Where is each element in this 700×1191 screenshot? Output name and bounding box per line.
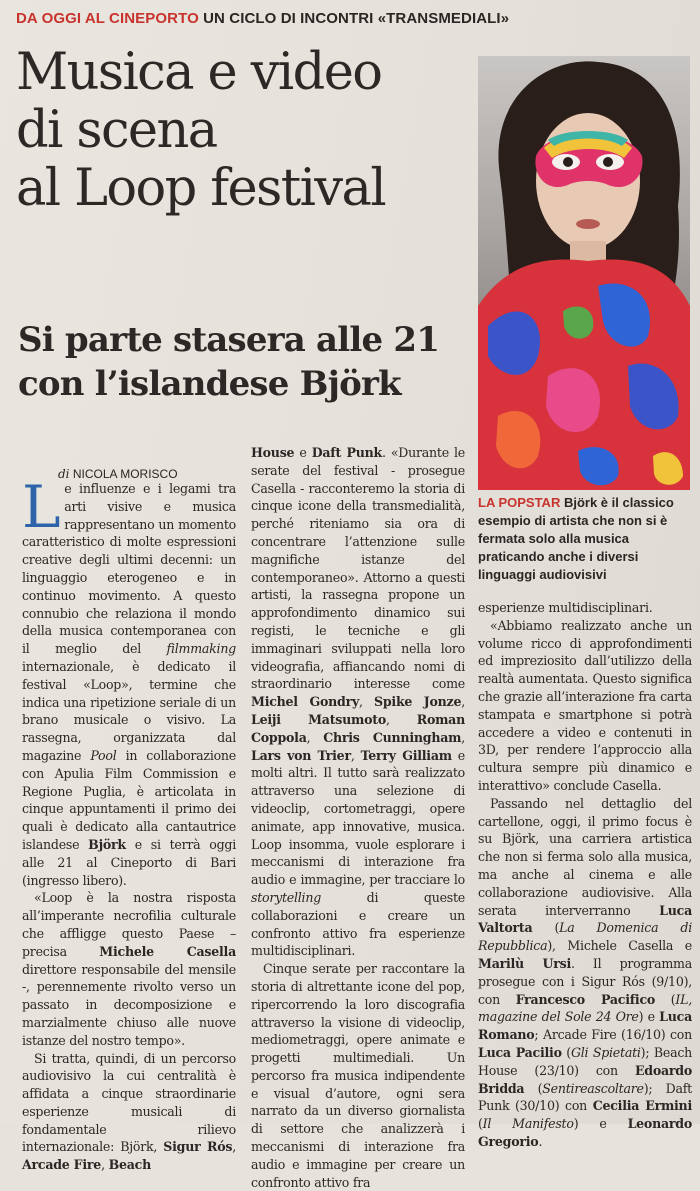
kicker-highlight: DA OGGI AL CINEPORTO [16,10,199,27]
text-run: Cinque serate per raccontare la storia di altrettante icone del pop, ripercorrendo la loro discografia attraverso la visione di videoclip, mediometraggi, opere animate e progetti multimediali. Un percorso fra musica indipendente e visual d’autore, ogni sera narrato da un diverso giornalista di settore che analizzerà i meccanismi di interazione fra audio e immagine per creare un confronto attivo fra [251,961,465,1190]
text-run: Björk [88,836,126,852]
text-run: Si tratta, quindi, di un percorso audiovisivo la cui centralità è affidata a cinque straordinarie esperienze musicali di fondamentale rilievo internazionale: Björk, [22,1050,236,1155]
text-run: ; Arcade Fire (16/10) con [534,1027,692,1043]
text-run: direttore responsabile del mensile -, perennemente rivolto verso un passato in decomposizione e marzialmente chiuso alle nuove istanze del nostro tempo». [22,961,236,1048]
text-run: La Domenica di Repubblica [478,920,692,954]
text-run: Chris Cunningham [323,729,462,745]
text-run: Luca Valtorta [478,902,692,936]
paragraph [478,795,692,1151]
headline [16,44,466,218]
text-run: ); Daft Punk (30/10) con [478,1080,692,1114]
text-run: Francesco Pacifico [515,991,656,1007]
text-run: ), Michele Casella e [547,938,692,954]
text-run: Sigur Rós [163,1139,233,1155]
text-run: Daft Punk [311,445,382,460]
text-run: House [251,445,295,460]
text-run: ); Beach House (23/10) con [478,1044,692,1078]
text-run: Cecilia Ermini [592,1098,693,1114]
bjork-photo [478,56,690,490]
byline-prefix: di [58,467,70,481]
text-run: . Il programma prosegue con i Sigur Rós (9/10), con [478,955,692,1007]
paragraph [22,1050,236,1175]
text-run: ( [478,1116,483,1132]
paragraph [251,444,465,960]
caption-text: Björk è il classico esempio di artista che non si è fermata solo alla musica praticando anche i diversi linguaggi audiovisivi [478,495,674,582]
text-run: ( [561,1044,571,1060]
text-run: Leonardo Gregorio [478,1116,692,1149]
headline-line-2: di scena [16,101,217,160]
photo-caption [478,494,693,584]
byline [58,467,178,481]
text-run: in collaborazione con Apulia Film Commission e Regione Puglia, è articolata in cinque appuntamenti il primo dei quali è dedicato alla cantautrice islandese [22,747,236,852]
text-run: Michele Casella [99,943,236,959]
text-run: Pool [90,747,117,763]
text-run: , [101,1157,109,1173]
byline-author: NICOLA MORISCO [72,467,178,481]
text-run: , [232,1139,236,1155]
caption-label: LA POPSTAR [478,495,561,510]
text-run: e molti altri. Il tutto sarà realizzato attraverso una selezione di videoclip, cortometraggi, opere animate, app innovative, musica. Loop insomma, vuole esplorare i meccanismi di interazione fra audio e immagine, per tracciare lo [251,747,466,888]
text-run: ) e [573,1116,628,1132]
article-column-2 [251,444,466,1190]
paragraph [251,960,465,1191]
text-run: ) e [638,1009,660,1025]
text-run: ( [655,991,676,1007]
drop-cap: L [22,473,61,541]
text-run: Arcade Fire [22,1157,102,1173]
headline-line-3: al Loop festival [16,159,386,218]
text-run: esperienze multidisciplinari. [478,600,653,615]
text-run: Gli Spietati [570,1044,641,1060]
kicker [16,10,509,27]
text-run: IL, magazine del Sole 24 Ore [478,991,692,1025]
text-run: , [350,747,361,763]
text-run: , [385,711,417,727]
text-run: e si terrà oggi alle 21 al Cineporto di Bari (ingresso libero). [22,836,236,888]
paragraph [22,889,236,1049]
text-run: «Abbiamo realizzato anche un volume ricco di approfondimenti ed impreziosito dall’utilizzo della realtà aumentata. Questo significa che grazie all’interazione fra carta stampata e smartphone si potrà accedere a video e contenuti in 3D, per rendere l’approccio alla cultura sempre più dinamico e interattivo» conclude Casella. [478,617,692,793]
text-run: Sentireascoltare [542,1080,644,1096]
text-run: Roman Coppola [251,711,465,745]
paragraph [478,617,692,795]
text-run: e [294,445,312,460]
text-run: , [461,694,465,710]
text-run: Luca Pacilio [478,1044,562,1060]
paragraph [478,599,692,617]
article-column-3 [478,599,693,1149]
text-run: Lars von Trier [251,747,351,763]
text-run: , [306,729,324,745]
text-run: Michel Gondry [251,694,360,710]
text-run: Beach [108,1157,151,1173]
text-run: Luca Romano [478,1009,692,1043]
text-run: , [359,694,375,710]
text-run: storytelling [251,889,322,905]
headline-line-1: Musica e video [16,43,382,102]
text-run: e influenze e i legami tra arti visive e musica rappresentano un momento caratteristico di molte espressioni creative degli ultimi decenni: un linguaggio eterogeneo e in continuo movimento. A questo connubio che relaziona il mondo della musica contemporanea con il meglio del [22,481,236,657]
subheadline-line-2: con l’islandese Björk [18,364,401,404]
text-run: Leiji Matsumoto [251,711,386,727]
text-run: di queste collaborazioni e creare un confronto attivo fra esperienze multidisciplinari. [251,889,465,959]
text-run: Marilù Ursi [478,955,571,971]
subheadline-line-1: Si parte stasera alle 21 [18,320,440,360]
text-run: Terry Gilliam [360,747,452,763]
photo-illustration [478,56,690,490]
text-run: . [538,1133,543,1149]
subheadline [18,318,468,406]
kicker-text: UN CICLO DI INCONTRI «TRANSMEDIALI» [198,10,510,27]
text-run: internazionale, è dedicato il festival «Loop», termine che indica una ripetizione seriale di un brano musicale o visivo. La rassegna, organizzata dal magazine [22,658,236,763]
text-run: ( [532,920,560,936]
text-run: , [461,729,465,745]
text-run: ( [524,1080,543,1096]
text-run: Il Manifesto [482,1116,574,1132]
text-run: filmmaking [166,641,236,657]
text-run: . «Durante le serate del festival - prosegue Casella - racconteremo la storia di cinque icone della transmedialità, perché riteniamo sia ora di concentrare l’attenzione sulle magnifiche istanze del contemporaneo». Attorno a questi artisti, la rassegna propone un approfondimento dinamico sui registi, le tecniche e gli immaginari sviluppati nella loro videografia, affiancando nomi di straordinario interesse come [251,445,465,692]
text-run: Edoardo Bridda [478,1062,692,1096]
text-run: Spike Jonze [374,694,462,710]
text-run: «Loop è la nostra risposta all’imperante necrofilia culturale che affligge questo Paese – precisa [22,890,236,959]
text-run: Passando nel dettaglio del cartellone, oggi, il primo focus è su Björk, una carriera artistica che non si ferma solo alla musica, ma anche al cinema e alle collaborazione audiovisive. Alla serata interverranno [478,795,692,918]
